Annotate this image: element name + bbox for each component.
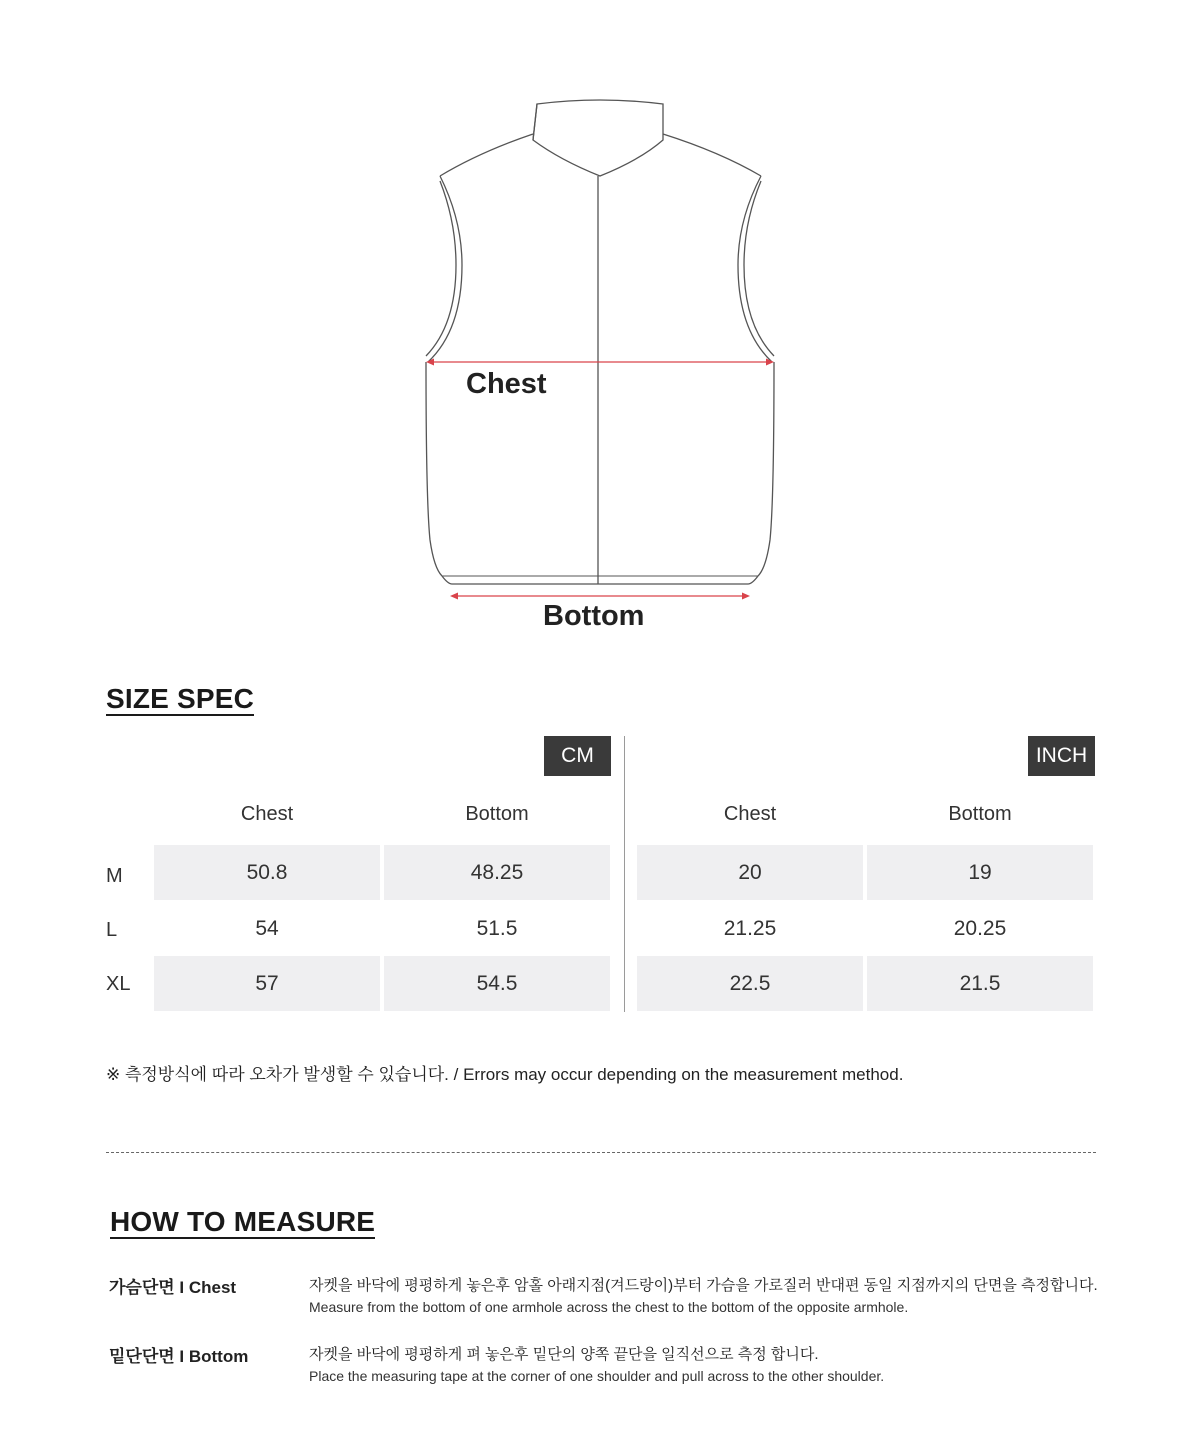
size-spec-title: SIZE SPEC	[106, 683, 255, 714]
table-cell: 20	[637, 845, 863, 900]
col-head-cm-bottom: Bottom	[465, 803, 529, 825]
table-cell: 48.25	[384, 845, 610, 900]
table-cell: 54.5	[384, 956, 610, 1011]
measure-desc-chest-en: Measure from the bottom of one armhole across the chest to the bottom of the opposite armhole.	[309, 1299, 909, 1315]
vest-diagram	[0, 0, 1200, 650]
table-cell: 22.5	[637, 956, 863, 1011]
table-cell: 50.8	[154, 845, 380, 900]
table-cell: 21.5	[867, 956, 1093, 1011]
table-cell: 21.25	[723, 917, 777, 940]
col-head-inch-bottom: Bottom	[948, 803, 1012, 825]
section-divider	[106, 1152, 1096, 1153]
col-head-inch-chest: Chest	[723, 803, 777, 825]
table-cell: 19	[867, 845, 1093, 900]
size-label-l: L	[106, 919, 118, 941]
measure-label-chest: 가슴단면 I Chest	[109, 1278, 237, 1297]
measurement-note: ※ 측정방식에 따라 오차가 발생할 수 있습니다. / Errors may occur depending on the measurement method.	[106, 1065, 904, 1084]
measure-desc-bottom-ko: 자켓을 바닥에 평평하게 펴 놓은후 밑단의 양쪽 끝단을 일직선으로 측정 합니다.	[309, 1346, 819, 1363]
measure-desc-bottom-en: Place the measuring tape at the corner of one shoulder and pull across to the other shoulder.	[309, 1368, 885, 1384]
unit-badge-inch: INCH	[1028, 736, 1095, 776]
chest-label: Chest	[466, 368, 547, 400]
table-cell: 20.25	[953, 917, 1007, 940]
chest-measure-line	[426, 359, 774, 366]
measure-label-bottom: 밑단단면 I Bottom	[109, 1347, 249, 1366]
table-cell: 51.5	[476, 917, 518, 940]
table-cell: 54	[255, 917, 279, 940]
table-cell: 57	[154, 956, 380, 1011]
col-head-cm-chest: Chest	[240, 803, 294, 825]
how-to-measure-title: HOW TO MEASURE	[110, 1206, 376, 1237]
unit-badge-cm: CM	[544, 736, 611, 776]
unit-divider	[624, 736, 625, 1012]
bottom-label: Bottom	[543, 600, 645, 632]
size-label-m: M	[106, 865, 123, 887]
bottom-measure-line	[450, 593, 750, 600]
size-label-xl: XL	[106, 973, 131, 995]
measure-desc-chest-ko: 자켓을 바닥에 평평하게 놓은후 암홀 아래지점(겨드랑이)부터 가슴을 가로질러 반대편 동일 지점까지의 단면을 측정합니다.	[309, 1277, 1098, 1294]
